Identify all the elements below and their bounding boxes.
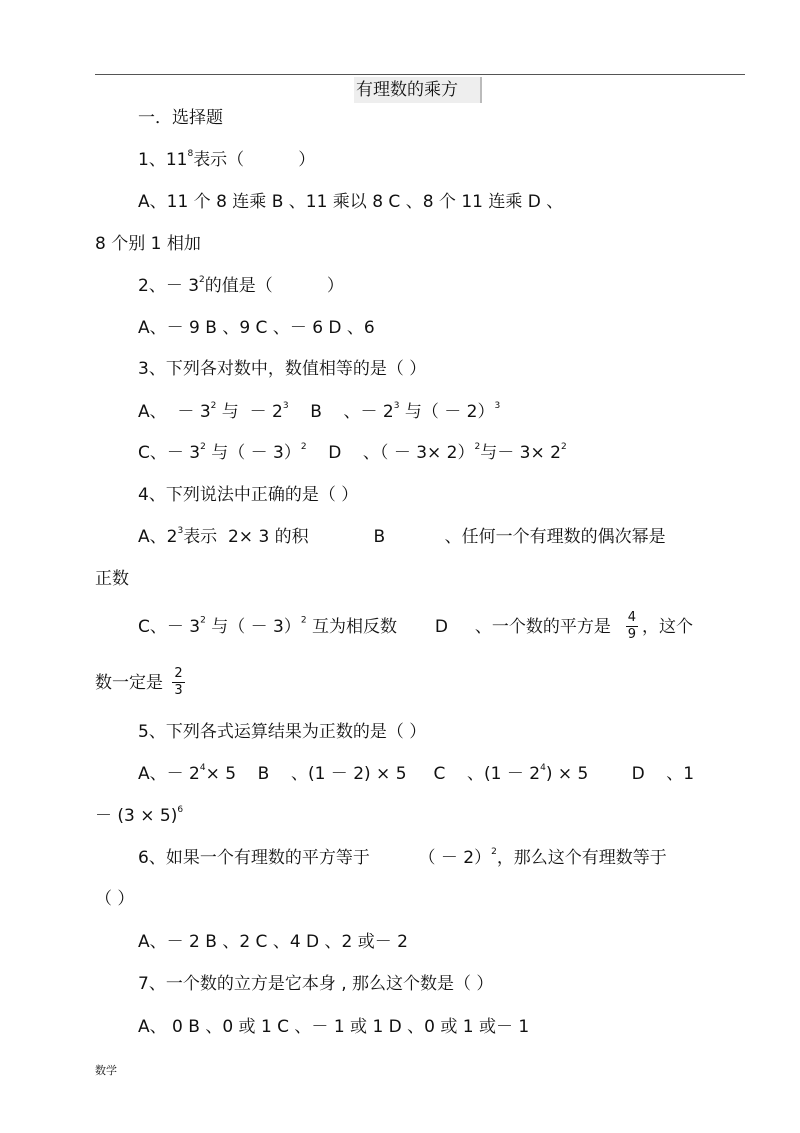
question-1-options-cont: 8 个别 1 相加 xyxy=(95,234,201,254)
question-6-stem: 6、如果一个有理数的平方等于 （ － 2）$^2$，那么这个有理数等于 xyxy=(138,847,667,868)
question-4-stem: 4、下列说法中正确的是（ ） xyxy=(138,485,359,505)
question-1-stem: 1、$11^8$表示（ ） xyxy=(138,149,316,170)
question-4-options-cd: C、－ $3^2$ 与（ － 3）$^2$ 互为相反数 D 、一个数的平方是 $\frac{4}{9}$ ，这个 xyxy=(138,610,694,642)
header-rule xyxy=(95,74,745,75)
page-title: 有理数的乘方 xyxy=(354,77,482,103)
question-3-stem: 3、下列各对数中，数值相等的是（ ） xyxy=(138,359,427,379)
question-6-stem-cont: （ ） xyxy=(95,889,135,909)
question-5-options-cont: － $(3 \times 5)^6$ xyxy=(95,805,184,826)
question-3-options-ab: A、 － $3^2$ 与 － $2^3$ B 、－ $2^3$ 与（ － 2）$^3$ xyxy=(138,401,501,422)
fraction-four-ninths: $\frac{4}{9}$ xyxy=(627,610,637,642)
question-4-options-ab-cont: 正数 xyxy=(95,569,129,589)
question-7-stem: 7、一个数的立方是它本身 , 那么这个数是（ ） xyxy=(138,974,494,994)
question-2-stem: 2、－ $3^2$的值是（ ） xyxy=(138,275,344,296)
question-4-options-ab: A、$2^3$表示 2× 3 的积 B 、任何一个有理数的偶次幂是 xyxy=(138,526,666,547)
question-7-options: A、 0 B 、0 或 1 C 、－ 1 或 1 D 、0 或 1 或－ 1 xyxy=(138,1017,530,1037)
fraction-two-thirds: $\frac{2}{3}$ xyxy=(174,666,183,698)
question-5-stem: 5、下列各式运算结果为正数的是（ ） xyxy=(138,722,427,742)
section-heading: 一．选择题 xyxy=(138,108,223,128)
page-footer: 数学 xyxy=(95,1064,117,1077)
question-4-options-cd-cont: 数一定是 $\frac{2}{3}$ xyxy=(95,666,183,698)
question-3-options-cd: C、－ $3^2$ 与（ － 3）$^2$ D 、（ － 3× 2）$^2$与－ $3\times 2^2$ xyxy=(138,442,567,463)
question-1-options: A、11 个 8 连乘 B 、11 乘以 8 C 、8 个 11 连乘 D 、 xyxy=(138,192,564,212)
question-2-options: A、－ 9 B 、9 C 、－ 6 D 、6 xyxy=(138,318,375,338)
question-6-options: A、－ 2 B 、2 C 、4 D 、2 或－ 2 xyxy=(138,932,408,952)
question-5-options: A、－ $2^4\times 5$ B 、(1 － 2) × 5 C 、$(1 - 2^4) \times 5$ D 、1 xyxy=(138,763,695,784)
